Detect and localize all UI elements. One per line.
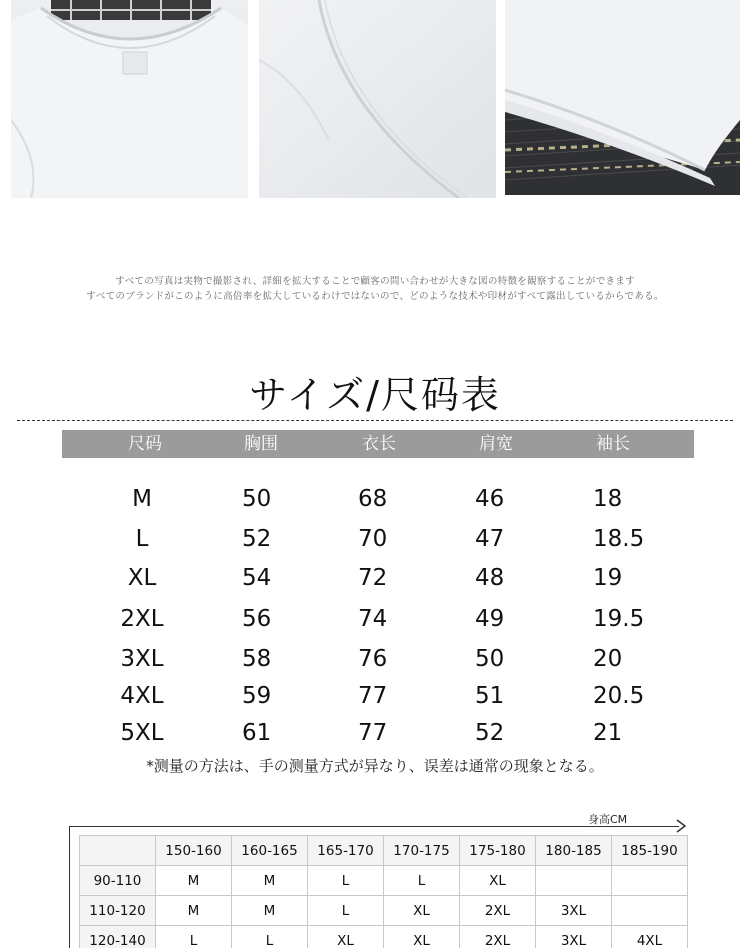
length-cell: 77 (358, 720, 388, 746)
size-cell: M (132, 486, 152, 512)
chest-cell: 52 (242, 526, 272, 552)
length-cell: 77 (358, 683, 388, 709)
recommended-size-cell: XL (384, 926, 460, 948)
chest-cell: 56 (242, 606, 272, 632)
length-cell: 72 (358, 565, 388, 591)
size-row (0, 603, 750, 635)
sleeve-cell: 21 (593, 720, 623, 746)
header-length: 衣长 (362, 434, 396, 454)
size-table-header (62, 430, 694, 458)
height-header-row (80, 836, 688, 866)
disclaimer-line-1: すべての写真は実物で撮影され、詳細を拡大することで顧客の問い合わせが大きな図の特徴を観察することができます (115, 276, 635, 287)
weight-range-cell: 90-110 (80, 866, 156, 896)
height-chart-row (80, 866, 688, 896)
header-chest: 胸围 (244, 434, 278, 454)
height-chart-row (80, 926, 688, 948)
header-shoulder: 肩宽 (479, 434, 513, 454)
chest-cell: 61 (242, 720, 272, 746)
recommended-size-cell (536, 866, 612, 896)
recommended-size-cell: XL (308, 926, 384, 948)
size-cell: 5XL (120, 720, 164, 746)
size-cell: L (135, 526, 149, 552)
recommended-size-cell: 2XL (460, 926, 536, 948)
recommended-size-cell: 3XL (536, 926, 612, 948)
shoulder-cell: 50 (475, 646, 505, 672)
size-row (0, 643, 750, 675)
chest-cell: 58 (242, 646, 272, 672)
size-row (0, 717, 750, 749)
recommended-size-cell: M (156, 896, 232, 926)
weight-axis-line (69, 826, 70, 948)
disclaimer-line-2: すべてのブランドがこのように高倍率を拡大しているわけではないので、どのような技术や印材がすべて露出しているからである。 (86, 291, 664, 302)
height-range-cell: 175-180 (460, 836, 536, 866)
sleeve-cell: 20.5 (593, 683, 645, 709)
recommended-size-cell: L (156, 926, 232, 948)
height-chart-row (80, 896, 688, 926)
measurement-note: *测量の方法は、手の测量方式が异なり、误差は通常の现象となる。 (146, 757, 604, 775)
height-chart-table (79, 835, 688, 948)
sleeve-cell: 20 (593, 646, 623, 672)
collar-front-photo (11, 0, 248, 198)
size-cell: 4XL (120, 683, 164, 709)
shoulder-cell: 49 (475, 606, 505, 632)
sleeve-cell: 19.5 (593, 606, 645, 632)
size-cell: 2XL (120, 606, 164, 632)
height-range-cell: 150-160 (156, 836, 232, 866)
recommended-size-cell: M (232, 866, 308, 896)
shoulder-cell: 52 (475, 720, 505, 746)
height-axis-label: 身高CM (588, 813, 628, 826)
recommended-size-cell (612, 896, 688, 926)
recommended-size-cell: XL (384, 896, 460, 926)
recommended-size-cell: 2XL (460, 896, 536, 926)
height-axis-line (69, 826, 679, 827)
hem-detail-photo (505, 0, 740, 195)
size-cell: 3XL (120, 646, 164, 672)
size-row (0, 483, 750, 515)
header-sleeve: 袖长 (596, 434, 630, 454)
sleeve-cell: 19 (593, 565, 623, 591)
recommended-size-cell: L (232, 926, 308, 948)
weight-range-cell: 110-120 (80, 896, 156, 926)
recommended-size-cell: 3XL (536, 896, 612, 926)
chest-cell: 59 (242, 683, 272, 709)
shoulder-cell: 47 (475, 526, 505, 552)
recommended-size-cell: L (308, 896, 384, 926)
recommended-size-cell: XL (460, 866, 536, 896)
shoulder-cell: 48 (475, 565, 505, 591)
sleeve-cell: 18.5 (593, 526, 645, 552)
recommended-size-cell: M (156, 866, 232, 896)
recommended-size-cell: L (308, 866, 384, 896)
height-range-cell: 185-190 (612, 836, 688, 866)
size-chart-title: サイズ/尺码表 (249, 373, 501, 417)
height-range-cell: 170-175 (384, 836, 460, 866)
height-range-cell: 165-170 (308, 836, 384, 866)
recommended-size-cell: M (232, 896, 308, 926)
length-cell: 74 (358, 606, 388, 632)
shoulder-cell: 51 (475, 683, 505, 709)
weight-range-cell: 120-140 (80, 926, 156, 948)
height-range-cell: 160-165 (232, 836, 308, 866)
chest-cell: 50 (242, 486, 272, 512)
dashed-divider (17, 420, 733, 421)
height-range-cell: 180-185 (536, 836, 612, 866)
chest-cell: 54 (242, 565, 272, 591)
recommended-size-cell: L (384, 866, 460, 896)
shoulder-cell: 46 (475, 486, 505, 512)
height-range-cell (80, 836, 156, 866)
recommended-size-cell (612, 866, 688, 896)
sleeve-cell: 18 (593, 486, 623, 512)
length-cell: 68 (358, 486, 388, 512)
length-cell: 76 (358, 646, 388, 672)
recommended-size-cell: 4XL (612, 926, 688, 948)
size-row (0, 680, 750, 712)
shoulder-seam-photo (259, 0, 496, 198)
size-row (0, 523, 750, 555)
header-size: 尺码 (128, 434, 162, 454)
size-cell: XL (127, 565, 157, 591)
size-row (0, 562, 750, 594)
length-cell: 70 (358, 526, 388, 552)
axis-arrow-icon (675, 819, 687, 833)
